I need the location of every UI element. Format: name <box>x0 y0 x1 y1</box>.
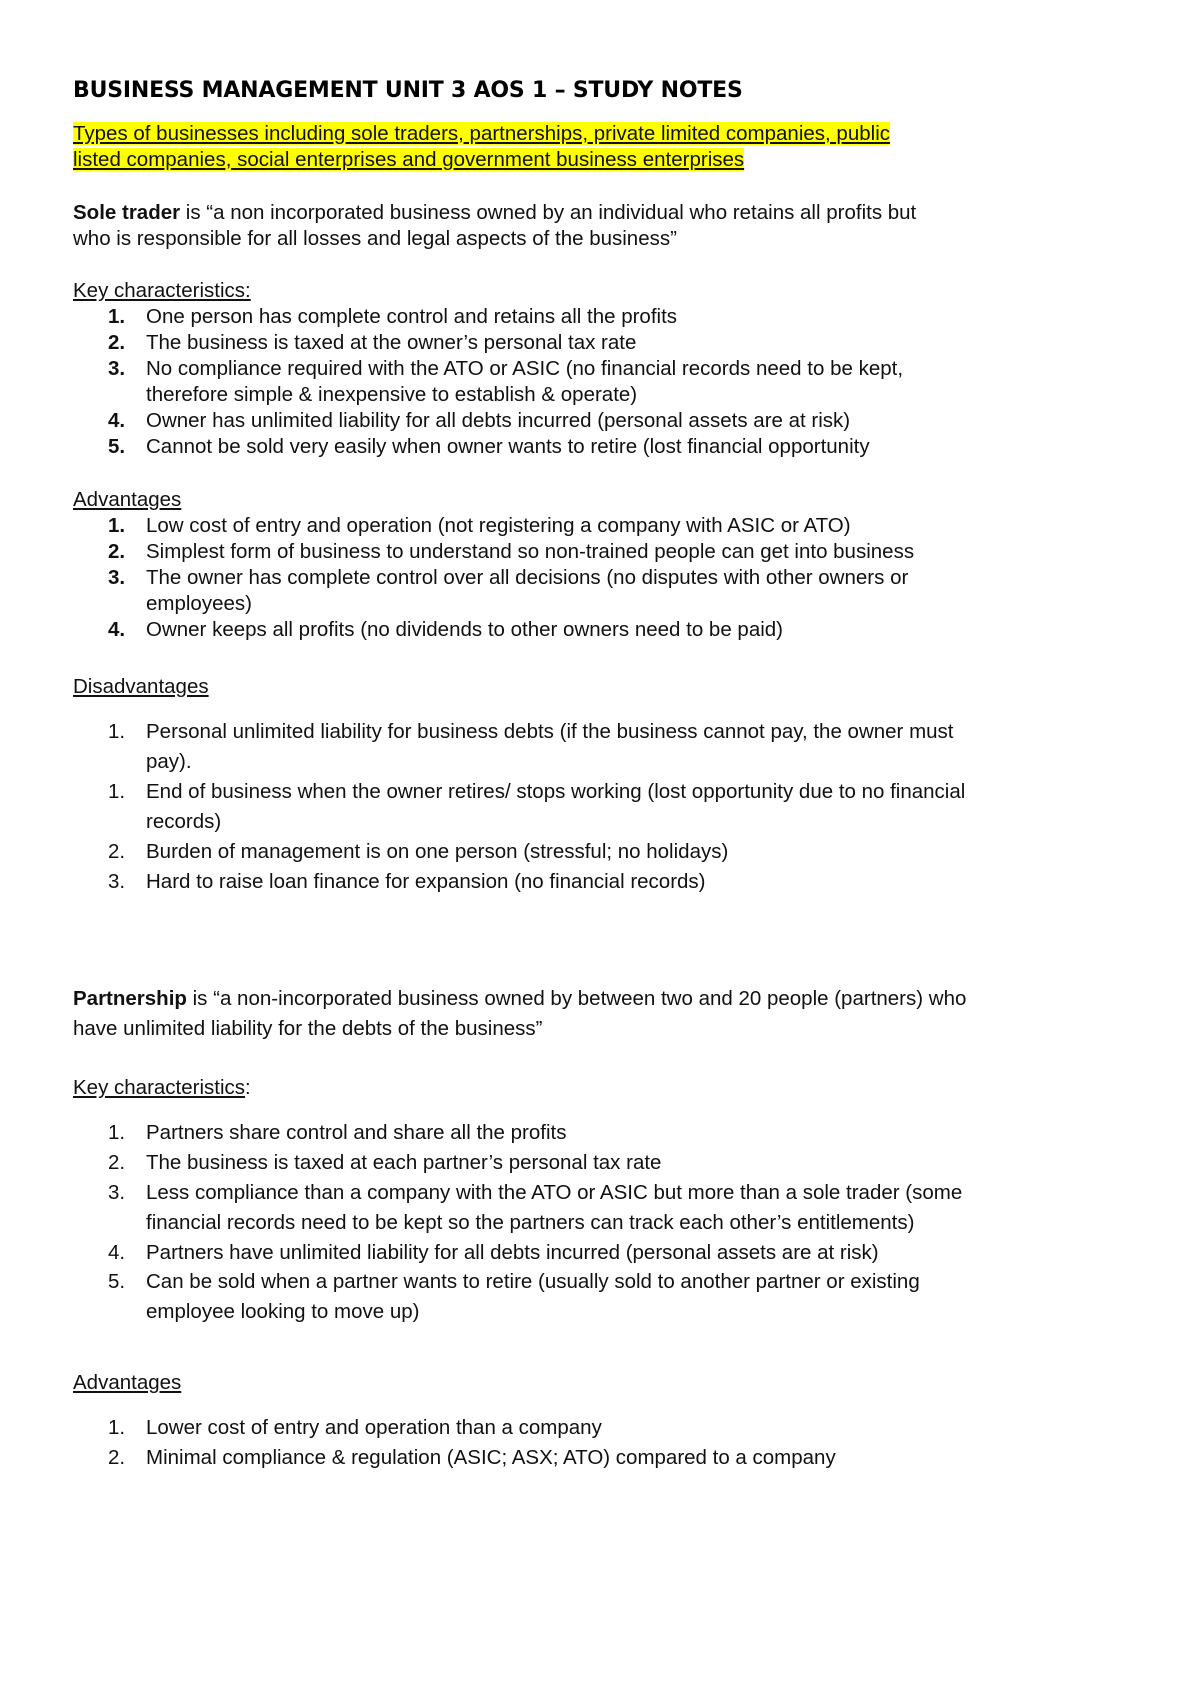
list-item: Hard to raise loan finance for expansion (no financial records) <box>146 870 706 893</box>
sole-trader-advantages-heading: Advantages <box>73 488 182 511</box>
list-number: 1. <box>108 1416 126 1439</box>
list-item: Can be sold when a partner wants to retire (usually sold to another partner or existing <box>146 1270 920 1293</box>
list-item: The business is taxed at each partner’s personal tax rate <box>146 1151 662 1174</box>
list-item: No compliance required with the ATO or ASIC (no financial records need to be kept, <box>146 357 904 380</box>
sole-trader-key-heading: Key characteristics: <box>73 279 251 302</box>
list-item-continuation: employees) <box>146 592 252 615</box>
list-item: End of business when the owner retires/ stops working (lost opportunity due to no financial <box>146 780 966 803</box>
list-item-continuation: pay). <box>146 750 192 773</box>
list-item: Partners share control and share all the profits <box>146 1121 567 1144</box>
list-number: 1. <box>108 305 126 328</box>
list-number: 4. <box>108 618 126 641</box>
list-number: 2. <box>108 331 126 354</box>
list-item: Less compliance than a company with the ATO or ASIC but more than a sole trader (some <box>146 1181 963 1204</box>
list-item: Owner keeps all profits (no dividends to other owners need to be paid) <box>146 618 784 641</box>
list-number: 2. <box>108 540 126 563</box>
list-item-continuation: records) <box>146 810 222 833</box>
list-item: The business is taxed at the owner’s personal tax rate <box>146 331 637 354</box>
list-item: Low cost of entry and operation (not registering a company with ASIC or ATO) <box>146 514 851 537</box>
partnership-definition-line-2: have unlimited liability for the debts of the business” <box>73 1017 543 1040</box>
list-number: 5. <box>108 435 126 458</box>
list-item: Owner has unlimited liability for all debts incurred (personal assets are at risk) <box>146 409 851 432</box>
list-number: 2. <box>108 1151 126 1174</box>
list-number: 5. <box>108 1270 126 1293</box>
sole-trader-disadvantages-heading: Disadvantages <box>73 675 209 698</box>
topic-highlight-line-1: Types of businesses including sole traders, partnerships, private limited companies, public <box>73 122 890 145</box>
list-number: 1. <box>108 514 126 537</box>
partnership-definition-line-1: Partnership is “a non-incorporated business owned by between two and 20 people (partners) who <box>73 987 967 1010</box>
list-item: Burden of management is on one person (stressful; no holidays) <box>146 840 729 863</box>
sole-trader-definition-line-1: Sole trader is “a non incorporated business owned by an individual who retains all profits but <box>73 201 917 224</box>
list-number: 1. <box>108 720 126 743</box>
list-item: Partners have unlimited liability for all debts incurred (personal assets are at risk) <box>146 1241 879 1264</box>
list-number: 4. <box>108 1241 126 1264</box>
list-item-continuation: financial records need to be kept so the partners can track each other’s entitlements) <box>146 1211 915 1234</box>
list-item: Minimal compliance & regulation (ASIC; ASX; ATO) compared to a company <box>146 1446 836 1469</box>
list-item: Lower cost of entry and operation than a company <box>146 1416 602 1439</box>
list-item: Personal unlimited liability for business debts (if the business cannot pay, the owner must <box>146 720 954 743</box>
sole-trader-term: Sole trader <box>73 201 181 224</box>
list-item: Simplest form of business to understand so non-trained people can get into business <box>146 540 915 563</box>
list-number: 3. <box>108 566 126 589</box>
list-item: One person has complete control and retains all the profits <box>146 305 678 328</box>
list-number: 3. <box>108 870 126 893</box>
list-number: 3. <box>108 357 126 380</box>
list-number: 2. <box>108 1446 126 1469</box>
list-number: 2. <box>108 840 126 863</box>
list-item-continuation: employee looking to move up) <box>146 1300 420 1323</box>
list-number: 1. <box>108 780 126 803</box>
document-title: BUSINESS MANAGEMENT UNIT 3 AOS 1 – STUDY NOTES <box>73 78 743 103</box>
list-number: 3. <box>108 1181 126 1204</box>
list-item-continuation: therefore simple & inexpensive to establish & operate) <box>146 383 638 406</box>
partnership-advantages-heading: Advantages <box>73 1371 182 1394</box>
partnership-key-heading: Key characteristics: <box>73 1076 251 1099</box>
topic-highlight-line-2: listed companies, social enterprises and government business enterprises <box>73 148 745 171</box>
list-number: 4. <box>108 409 126 432</box>
list-item: Cannot be sold very easily when owner wants to retire (lost financial opportunity <box>146 435 870 458</box>
sole-trader-definition-line-2: who is responsible for all losses and legal aspects of the business” <box>73 227 677 250</box>
list-number: 1. <box>108 1121 126 1144</box>
list-item: The owner has complete control over all decisions (no disputes with other owners or <box>146 566 909 589</box>
partnership-term: Partnership <box>73 987 187 1010</box>
